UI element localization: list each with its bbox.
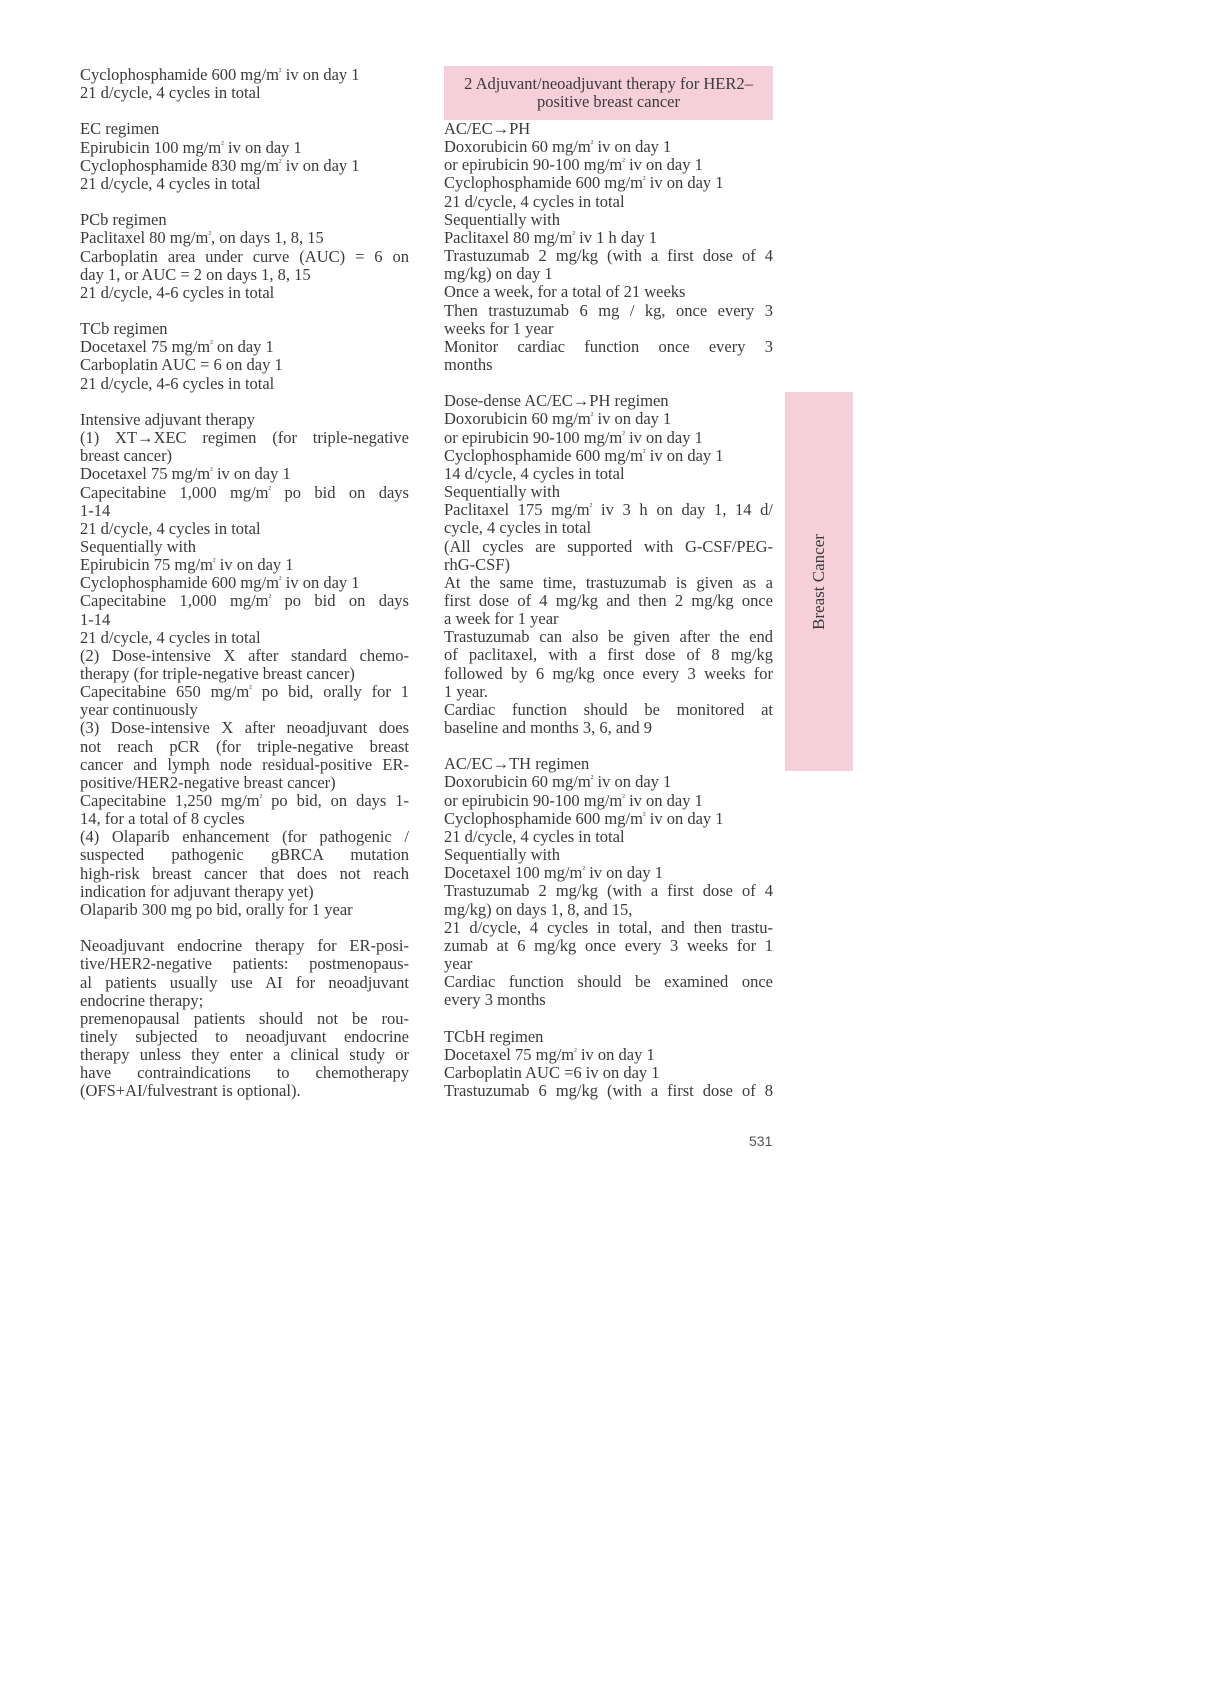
text-line: AC/EC→TH regimen bbox=[444, 755, 590, 774]
text-line: Docetaxel 75 $mg/m^{^2}$ iv on day 1 bbox=[80, 465, 291, 484]
text-line: Paclitaxel 175 $mg/m^{^2}$ iv 3 h on day 1, 14 d/ bbox=[444, 501, 773, 520]
paragraph-gap bbox=[80, 102, 409, 120]
paragraph-gap bbox=[444, 737, 773, 755]
text-line: weeks for 1 year bbox=[444, 319, 554, 338]
text-line: followed by 6 mg/kg once every 3 weeks for bbox=[444, 664, 773, 683]
text-line: months bbox=[444, 355, 493, 374]
text-block bbox=[80, 211, 409, 302]
text-line: Cyclophosphamide 600 $mg/m^{^2}$ iv on day 1 bbox=[80, 66, 360, 84]
text-line: zumab at 6 mg/kg once every 3 weeks for 1 bbox=[444, 936, 773, 955]
paragraph-gap bbox=[444, 1009, 773, 1027]
text-block bbox=[80, 120, 409, 193]
text-line: 21 d/cycle, 4 cycles in total, and then trastu- bbox=[444, 918, 773, 937]
text-line: or epirubicin 90-100 $mg/m^{^2}$ iv on day 1 bbox=[444, 791, 703, 810]
right-column bbox=[444, 120, 773, 1100]
text-line: PCb regimen bbox=[80, 211, 167, 230]
text-line: Once a week, for a total of 21 weeks bbox=[444, 283, 686, 302]
text-line: Cyclophosphamide 600 $mg/m^{^2}$ iv on day 1 bbox=[444, 809, 724, 828]
text-line: Doxorubicin 60 $mg/m^{^2}$ iv on day 1 bbox=[444, 138, 672, 157]
text-line: Trastuzumab 2 mg/kg (with a first dose of 4 bbox=[444, 247, 773, 266]
text-line: of paclitaxel, with a first dose of 8 mg/kg bbox=[444, 646, 773, 665]
text-line: Capecitabine 1,000 $mg/m^{^2}$ po bid on days bbox=[80, 483, 409, 502]
text-block bbox=[80, 320, 409, 393]
text-line: Docetaxel 75 $mg/m^{^2}$ on day 1 bbox=[80, 338, 274, 357]
text-line: 21 d/cycle, 4-6 cycles in total bbox=[80, 283, 275, 302]
text-line: (3) Dose-intensive X after neoadjuvant does bbox=[80, 719, 409, 738]
text-line: day 1, or AUC = 2 on days 1, 8, 15 bbox=[80, 265, 311, 284]
text-line: (2) Dose-intensive X after standard chemo- bbox=[80, 646, 409, 665]
page-number: 531 bbox=[749, 1133, 773, 1149]
text-line: indication for adjuvant therapy yet) bbox=[80, 882, 314, 901]
text-line: Doxorubicin 60 $mg/m^{^2}$ iv on day 1 bbox=[444, 410, 672, 429]
text-line: Epirubicin 75 $mg/m^{^2}$ iv on day 1 bbox=[80, 556, 294, 575]
text-line: every 3 months bbox=[444, 991, 546, 1010]
text-line: 1 year. bbox=[444, 682, 488, 701]
text-line: Sequentially with bbox=[80, 537, 196, 556]
text-line: tinely subjected to neoadjuvant endocrine bbox=[80, 1027, 409, 1046]
text-line: al patients usually use AI for neoadjuvant bbox=[80, 973, 409, 992]
side-tab bbox=[785, 392, 853, 771]
text-line: or epirubicin 90-100 $mg/m^{^2}$ iv on day 1 bbox=[444, 156, 703, 175]
text-line: not reach pCR (for triple-negative breast bbox=[80, 737, 409, 756]
text-line: Then trastuzumab 6 mg / kg, once every 3 bbox=[444, 301, 773, 320]
section-heading bbox=[444, 66, 773, 120]
text-line: Capecitabine 1,250 $mg/m^{^2}$ po bid, on days 1- bbox=[80, 792, 409, 811]
text-line: Docetaxel 75 $mg/m^{^2}$ iv on day 1 bbox=[444, 1045, 655, 1064]
text-line: Dose-dense AC/EC→PH regimen bbox=[444, 392, 669, 411]
text-line: 21 d/cycle, 4 cycles in total bbox=[80, 174, 261, 193]
text-line: breast cancer) bbox=[80, 447, 173, 466]
text-line: Carboplatin AUC = 6 on day 1 bbox=[80, 356, 283, 375]
text-block bbox=[444, 755, 773, 1009]
text-line: Monitor cardiac function once every 3 bbox=[444, 337, 773, 356]
paragraph-gap bbox=[444, 374, 773, 392]
paragraph-gap bbox=[80, 919, 409, 937]
text-line: TCb regimen bbox=[80, 320, 168, 339]
text-line: Epirubicin 100 $mg/m^{^2}$ iv on day 1 bbox=[80, 138, 302, 157]
text-line: Carboplatin area under curve (AUC) = 6 on bbox=[80, 247, 409, 266]
text-line: Paclitaxel 80 $mg/m^{^2}$, on days 1, 8, 15 bbox=[80, 229, 324, 248]
text-line: (4) Olaparib enhancement (for pathogenic / bbox=[80, 828, 409, 847]
text-line: mg/kg) on day 1 bbox=[444, 265, 553, 284]
text-line: suspected pathogenic gBRCA mutation bbox=[80, 846, 409, 865]
text-line: Trastuzumab 2 mg/kg (with a first dose of 4 bbox=[444, 882, 773, 901]
text-line: cycle, 4 cycles in total bbox=[444, 519, 592, 538]
text-line: Capecitabine 650 $mg/m^{^2}$ po bid, orally for 1 bbox=[80, 683, 409, 702]
text-line: Trastuzumab can also be given after the end bbox=[444, 628, 773, 647]
text-line: cancer and lymph node residual-positive ER- bbox=[80, 755, 409, 774]
text-line: 21 d/cycle, 4 cycles in total bbox=[444, 192, 625, 211]
section-heading-line-2: positive breast cancer bbox=[537, 93, 680, 112]
text-line: 1-14 bbox=[80, 501, 111, 520]
text-line: rhG-CSF) bbox=[444, 555, 511, 574]
text-line: Neoadjuvant endocrine therapy for ER-posi- bbox=[80, 937, 409, 956]
text-block bbox=[444, 120, 773, 374]
text-line: Cardiac function should be monitored at bbox=[444, 700, 773, 719]
text-line: 1-14 bbox=[80, 610, 111, 629]
text-line: Olaparib 300 mg po bid, orally for 1 year bbox=[80, 900, 353, 919]
text-line: year bbox=[444, 954, 473, 973]
text-line: 21 d/cycle, 4 cycles in total bbox=[80, 628, 261, 647]
text-line: endocrine therapy; bbox=[80, 991, 204, 1010]
text-line: Capecitabine 1,000 $mg/m^{^2}$ po bid on days bbox=[80, 592, 409, 611]
left-column bbox=[80, 66, 409, 1101]
text-line: Sequentially with bbox=[444, 483, 560, 502]
text-line: Cyclophosphamide 600 $mg/m^{^2}$ iv on day 1 bbox=[444, 174, 724, 193]
text-line: EC regimen bbox=[80, 120, 160, 139]
paragraph-gap bbox=[80, 393, 409, 411]
text-line: AC/EC→PH bbox=[444, 120, 531, 138]
text-line: 21 d/cycle, 4-6 cycles in total bbox=[80, 374, 275, 393]
text-block bbox=[444, 1028, 773, 1101]
text-line: Doxorubicin 60 $mg/m^{^2}$ iv on day 1 bbox=[444, 773, 672, 792]
text-block bbox=[444, 392, 773, 737]
text-line: Paclitaxel 80 $mg/m^{^2}$ iv 1 h day 1 bbox=[444, 228, 658, 247]
text-line: positive/HER2-negative breast cancer) bbox=[80, 773, 336, 792]
text-line: tive/HER2-negative patients: postmenopaus- bbox=[80, 955, 409, 974]
text-line: 21 d/cycle, 4 cycles in total bbox=[80, 84, 261, 103]
text-line: premenopausal patients should not be rou- bbox=[80, 1009, 409, 1028]
text-line: (All cycles are supported with G-CSF/PEG- bbox=[444, 537, 773, 556]
text-line: Cyclophosphamide 600 $mg/m^{^2}$ iv on day 1 bbox=[80, 574, 360, 593]
text-line: high-risk breast cancer that does not reach bbox=[80, 864, 409, 883]
text-block bbox=[80, 411, 409, 919]
text-line: first dose of 4 mg/kg and then 2 mg/kg once bbox=[444, 591, 773, 610]
side-tab-label: Breast Cancer bbox=[809, 533, 828, 630]
text-line: a week for 1 year bbox=[444, 610, 559, 629]
text-line: Docetaxel 100 $mg/m^{^2}$ iv on day 1 bbox=[444, 864, 664, 883]
text-line: Intensive adjuvant therapy bbox=[80, 410, 256, 429]
section-heading-line-1: 2 Adjuvant/neoadjuvant therapy for HER2– bbox=[464, 74, 753, 93]
text-line: year continuously bbox=[80, 701, 198, 720]
paragraph-gap bbox=[80, 302, 409, 320]
text-line: 14, for a total of 8 cycles bbox=[80, 810, 245, 829]
paragraph-gap bbox=[80, 193, 409, 211]
text-line: Cardiac function should be examined once bbox=[444, 973, 773, 992]
text-line: therapy (for triple-negative breast cancer) bbox=[80, 665, 355, 684]
text-line: baseline and months 3, 6, and 9 bbox=[444, 718, 653, 737]
text-block bbox=[80, 937, 409, 1100]
text-line: 21 d/cycle, 4 cycles in total bbox=[444, 827, 625, 846]
text-line: Trastuzumab 6 mg/kg (with a first dose of 8 bbox=[444, 1082, 773, 1100]
text-line: 21 d/cycle, 4 cycles in total bbox=[80, 519, 261, 538]
text-line: Carboplatin AUC =6 iv on day 1 bbox=[444, 1063, 660, 1082]
text-line: Cyclophosphamide 600 $mg/m^{^2}$ iv on day 1 bbox=[444, 446, 724, 465]
text-line: have contraindications to chemotherapy bbox=[80, 1064, 409, 1083]
text-line: or epirubicin 90-100 $mg/m^{^2}$ iv on day 1 bbox=[444, 428, 703, 447]
text-line: 14 d/cycle, 4 cycles in total bbox=[444, 464, 625, 483]
text-line: therapy unless they enter a clinical study or bbox=[80, 1046, 409, 1065]
text-line: Sequentially with bbox=[444, 210, 560, 229]
text-line: mg/kg) on days 1, 8, and 15, bbox=[444, 900, 633, 919]
text-line: TCbH regimen bbox=[444, 1027, 544, 1046]
text-line: Sequentially with bbox=[444, 846, 560, 865]
text-line: (1) XT→XEC regimen (for triple-negative bbox=[80, 429, 409, 448]
text-line: (OFS+AI/fulvestrant is optional). bbox=[80, 1082, 301, 1101]
text-line: At the same time, trastuzumab is given as a bbox=[444, 573, 773, 592]
text-line: Cyclophosphamide 830 $mg/m^{^2}$ iv on day 1 bbox=[80, 156, 360, 175]
text-block bbox=[80, 66, 409, 102]
